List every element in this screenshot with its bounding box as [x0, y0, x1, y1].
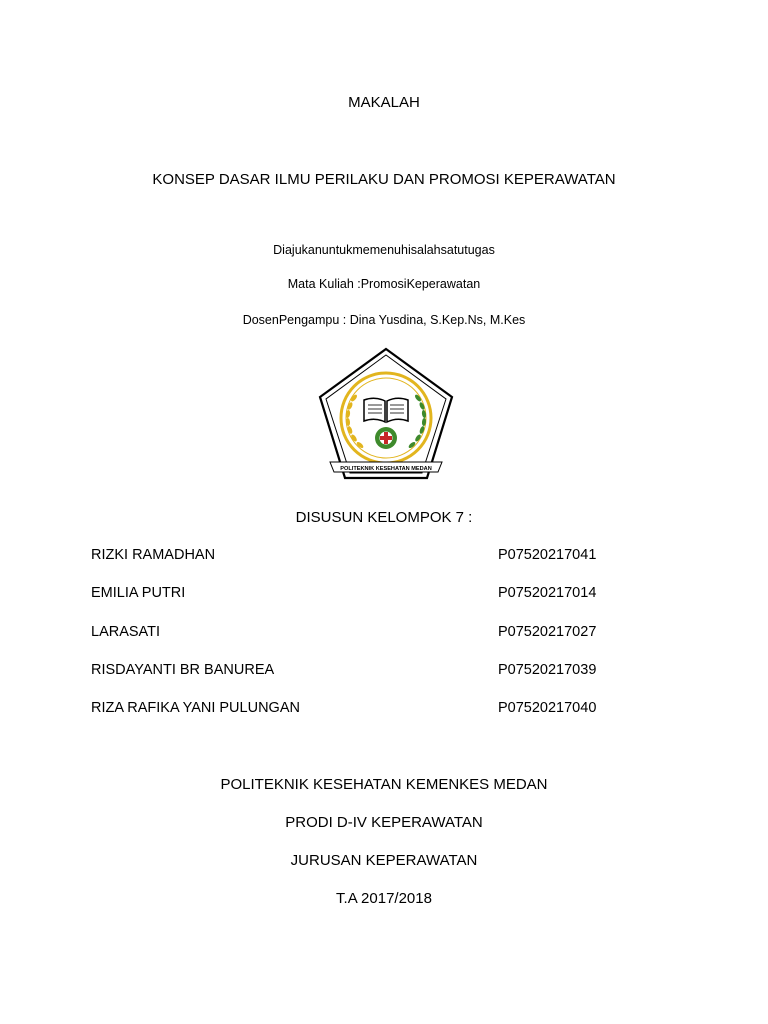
logo-caption: POLITEKNIK KESEHATAN MEDAN — [340, 466, 432, 472]
program-line: PRODI D-IV KEPERAWATAN — [285, 814, 483, 831]
member-row — [91, 547, 621, 585]
logo-gold-ring — [341, 373, 431, 463]
member-name: RIZKI RAMADHAN — [91, 547, 216, 563]
health-emblem-icon — [375, 427, 397, 449]
member-row — [91, 624, 621, 662]
department-line: JURUSAN KEPERAWATAN — [290, 852, 478, 869]
document-subtitle: KONSEP DASAR ILMU PERILAKU DAN PROMOSI KEPERAWATAN — [152, 171, 616, 188]
purpose-line: Diajukanuntukmemenuhisalahsatutugas — [273, 243, 495, 257]
member-nim: P07520217014 — [498, 585, 597, 602]
member-name: RISDAYANTI BR BANUREA — [91, 661, 275, 678]
lecturer-line: DosenPengampu : Dina Yusdina, S.Kep.Ns, M.Kes — [242, 313, 526, 327]
member-nim: P07520217039 — [498, 661, 597, 678]
member-list — [91, 547, 621, 738]
course-line: Mata Kuliah :PromosiKeperawatan — [287, 277, 481, 291]
member-row — [91, 700, 621, 738]
group-heading: DISUSUN KELOMPOK 7 : — [295, 509, 473, 526]
document-title: MAKALAH — [348, 94, 420, 111]
member-nim: P07520217041 — [498, 547, 597, 563]
member-nim: P07520217040 — [498, 700, 597, 717]
member-row — [91, 585, 621, 623]
poltekkes-logo — [314, 346, 458, 490]
member-nim: P07520217027 — [498, 623, 597, 640]
institution-line: POLITEKNIK KESEHATAN KEMENKES MEDAN — [220, 776, 548, 793]
academic-year-line: T.A 2017/2018 — [336, 890, 432, 907]
member-row — [91, 662, 621, 700]
member-name: EMILIA PUTRI — [91, 585, 186, 602]
member-name: RIZA RAFIKA YANI PULUNGAN — [91, 700, 300, 717]
member-name: LARASATI — [91, 623, 161, 640]
